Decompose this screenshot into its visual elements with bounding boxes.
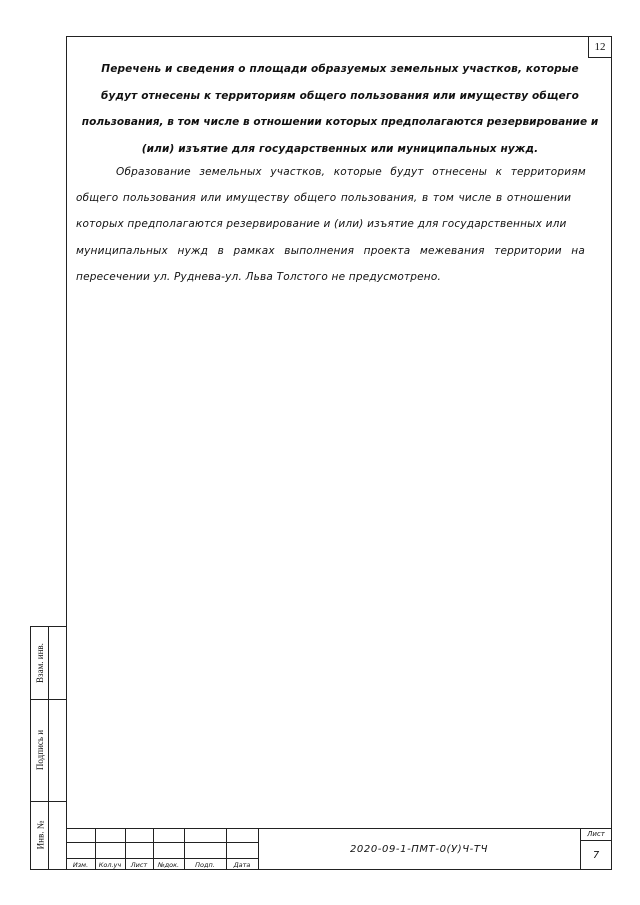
stamp-label-koluch: Кол.уч: [98, 860, 122, 869]
side-stamp-vzam: Взам. инв.: [35, 643, 46, 683]
heading-line-1: Перечень и сведения о площади образуемых земельных участков, которые: [101, 63, 579, 75]
stamp-label-podp: Подп.: [195, 860, 215, 869]
section-heading: [72, 56, 608, 162]
heading-line-3: пользования, в том числе в отношении которых предполагаются резервирование и: [81, 116, 599, 128]
stamp-label-list: Лист: [130, 860, 148, 869]
document-code: 2020-09-1-ПМТ-0(У)Ч-ТЧ: [349, 843, 489, 855]
sheet-number: 7: [592, 849, 600, 861]
heading-line-4: (или) изъятие для государственных или муниципальных нужд.: [141, 142, 539, 155]
body-line-4: муниципальных нужд в рамках выполнения проекта межевания территории на: [76, 245, 585, 257]
side-stamp-inv: Инв. №: [35, 820, 45, 850]
body-line-1: Образование земельных участков, которые будут отнесены к территориям: [116, 166, 586, 178]
side-stamp-podpis: Подпись и: [35, 729, 45, 771]
side-stamp: [30, 626, 66, 870]
body-line-3: которых предполагаются резервирование и (или) изъятие для государственных или: [76, 218, 567, 230]
stamp-label-izm: Изм.: [72, 860, 89, 869]
page-number: 12: [588, 36, 612, 58]
body-line-5: пересечении ул. Руднева-ул. Льва Толстого не предусмотрено.: [76, 271, 442, 283]
body-line-2: общего пользования или имуществу общего пользования, в том числе в отношении: [76, 192, 572, 204]
heading-line-2: будут отнесены к территориям общего пользования или имуществу общего: [101, 89, 579, 102]
stamp-label-data: Дата: [233, 860, 251, 869]
sheet-label: Лист: [587, 830, 605, 838]
stamp-label-ndok: №док.: [157, 860, 180, 869]
